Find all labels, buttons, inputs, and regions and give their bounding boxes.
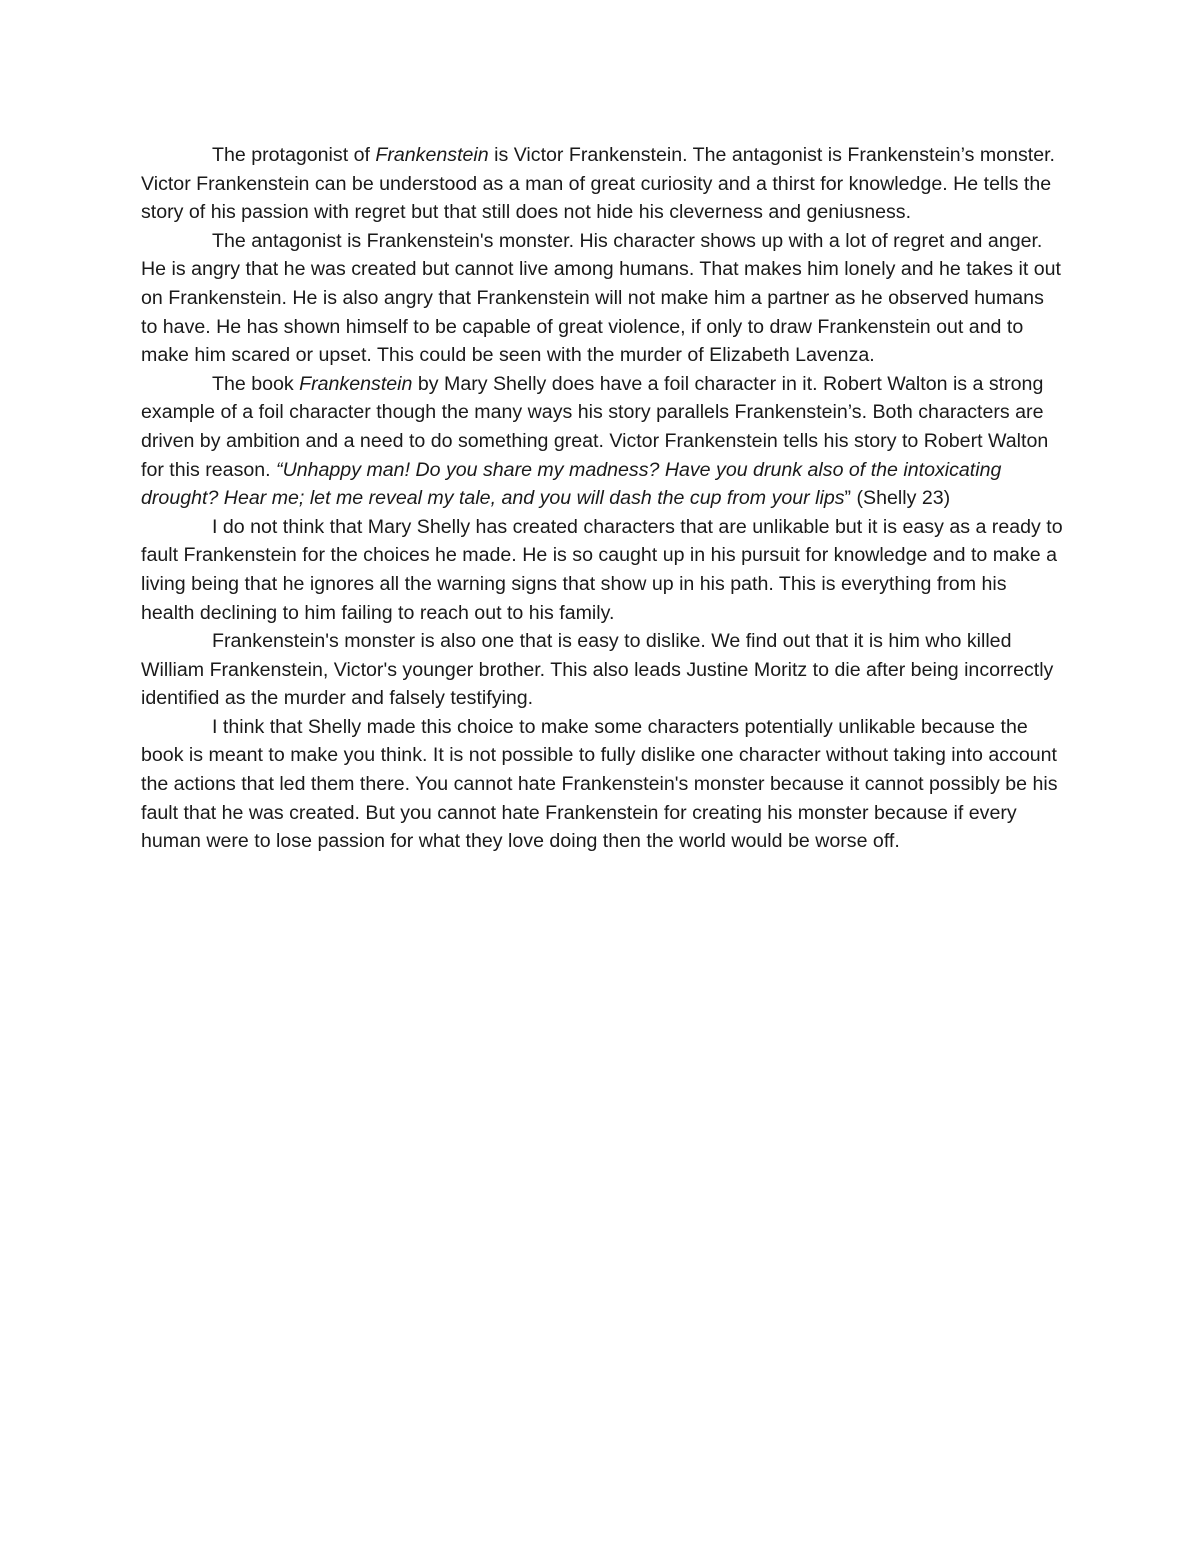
text-span: The antagonist is Frankenstein's monster. His character shows up with a lot of regret and anger. He is angry that he was created but cannot live among humans. That makes him lonely and he takes it out on Frankenstein. He is also angry that Frankenstein will not make him a partner as he observed humans to have. He has shown himself to be capable of great violence, if only to draw Frankenstein out and to make him scared or upset. This could be seen with the murder of Elizabeth Lavenza.	[141, 229, 1061, 367]
paragraph-6	[141, 713, 1063, 856]
text-span: I do not think that Mary Shelly has created characters that are unlikable but it is easy as a ready to fault Frankenstein for the choices he made. He is so caught up in his pursuit for knowledge and to make a living being that he ignores all the warning signs that show up in his path. This is everything from his health declining to him failing to reach out to his family.	[141, 515, 1063, 624]
paragraph-2	[141, 227, 1063, 370]
text-span: by Mary Shelly does have a foil character in it. Robert Walton is a strong example of a foil character though the many ways his story parallels Frankenstein’s. Both characters are driven by ambition and a need to do something great. Victor Frankenstein tells his story to Robert Walton for this reason.	[141, 372, 1049, 481]
paragraph-4	[141, 513, 1063, 627]
text-span: The book	[212, 372, 300, 395]
text-span: is Victor Frankenstein. The antagonist is Frankenstein’s monster. Victor Frankenstein can be understood as a man of great curiosity and a thirst for knowledge. He tells the story of his passion with regret but that still does not hide his cleverness and geniusness.	[141, 144, 1055, 224]
essay-body	[141, 141, 1063, 856]
text-span: The protagonist of	[212, 144, 376, 166]
text-span: I think that Shelly made this choice to make some characters potentially unlikable because the book is meant to make you think. It is not possible to fully dislike one character without taking into account the actions that led them there. You cannot hate Frankenstein's monster because it cannot possibly be his fault that he was created. But you cannot hate Frankenstein for creating his monster because if every human were to lose passion for what they love doing then the world would be worse off.	[141, 715, 1058, 853]
citation: ” (Shelly 23)	[844, 487, 951, 510]
book-title: Frankenstein	[299, 372, 413, 395]
paragraph-5	[141, 627, 1063, 713]
paragraph-3	[141, 370, 1063, 513]
text-span: Frankenstein's monster is also one that is easy to dislike. We find out that it is him who killed William Frankenstein, Victor's younger brother. This also leads Justine Moritz to die after being incorrectly identified as the murder and falsely testifying.	[141, 630, 1054, 710]
quotation: “Unhappy man! Do you share my madness? Have you drunk also of the intoxicating drought? Hear me; let me reveal my tale, and you will dash the cup from your lips	[141, 458, 1002, 510]
book-title: Frankenstein	[375, 144, 489, 166]
paragraph-1	[141, 141, 1063, 227]
